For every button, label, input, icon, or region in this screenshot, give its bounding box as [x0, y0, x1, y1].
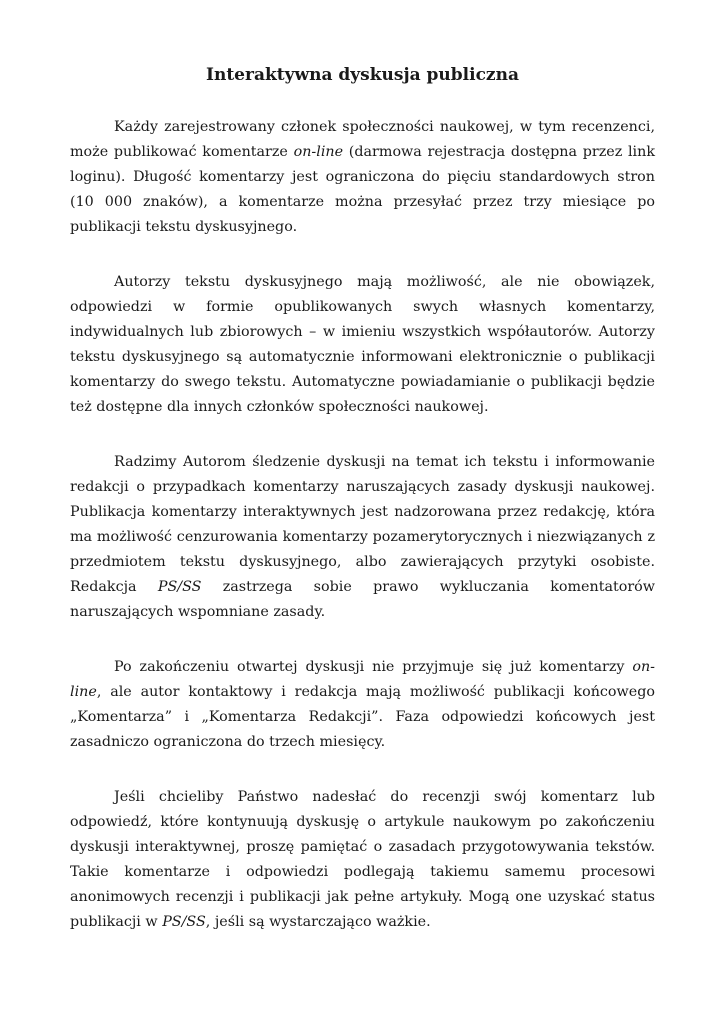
paragraph	[70, 785, 655, 935]
page-title: Interaktywna dyskusja publiczna	[206, 65, 519, 85]
paragraph-text: Radzimy Autorom śledzenie dyskusji na temat ich tekstu i informowanie redakcji o przypadkach komentarzy naruszających zasady dyskusji naukowej. Publikacja komentarzy interaktywnych jest nadzorowana przez redakcję, która ma możliwość cenzurowania komentarzy pozamerytorycznych i niezwiązanych z przedmiotem tekstu dyskusyjnego, albo zawierających przytyki osobiste. Redakcja	[70, 454, 655, 595]
paragraph-text: (darmowa rejestracja dostępna przez link loginu). Długość komentarzy jest ograniczona do pięciu standardowych stron (10 000 znaków), a komentarze można przesyłać przez trzy miesiące po publikacji tekstu dyskusyjnego.	[70, 144, 655, 235]
document-body	[70, 115, 655, 935]
italic-text: on-line	[293, 144, 344, 160]
paragraph	[70, 270, 655, 420]
paragraph-text: Po zakończeniu otwartej dyskusji nie przyjmuje się już komentarzy	[114, 659, 633, 675]
italic-text: PS/SS	[162, 914, 206, 930]
italic-text: PS/SS	[157, 579, 202, 595]
paragraph	[70, 655, 655, 755]
paragraph-text: , ale autor kontaktowy i redakcja mają możliwość publikacji końcowego „Komentarza” i „Komentarza Redakcji”. Faza odpowiedzi końcowych jest zasadniczo ograniczona do trzech miesięcy.	[70, 684, 655, 750]
paragraph	[70, 115, 655, 240]
paragraph	[70, 450, 655, 625]
paragraph-text: Jeśli chcieliby Państwo nadesłać do recenzji swój komentarz lub odpowiedź, które kontynuują dyskusję o artykule naukowym po zakończeniu dyskusji interaktywnej, proszę pamiętać o zasadach przygotowywania tekstów. Takie komentarze i odpowiedzi podlegają takiemu samemu procesowi anonimowych recenzji i publikacji jak pełne artykuły. Mogą one uzyskać status publikacji w	[70, 789, 655, 930]
paragraph-text: Autorzy tekstu dyskusyjnego mają możliwość, ale nie obowiązek, odpowiedzi w formie opublikowanych swych własnych komentarzy, indywidualnych lub zbiorowych – w imieniu wszystkich współautorów. Autorzy tekstu dyskusyjnego są automatycznie informowani elektronicznie o publikacji komentarzy do swego tekstu. Automatyczne powiadamianie o publikacji będzie też dostępne dla innych członków społeczności naukowej.	[70, 274, 655, 415]
paragraph-text: Każdy zarejestrowany członek społeczności naukowej, w tym recenzenci, może publikować komentarze	[70, 119, 655, 160]
paragraph-text: , jeśli są wystarczająco ważkie.	[205, 914, 431, 930]
paragraph-text: zastrzega sobie prawo wykluczania komentatorów naruszających wspomniane zasady.	[70, 579, 655, 620]
italic-text: on-line	[70, 659, 655, 700]
